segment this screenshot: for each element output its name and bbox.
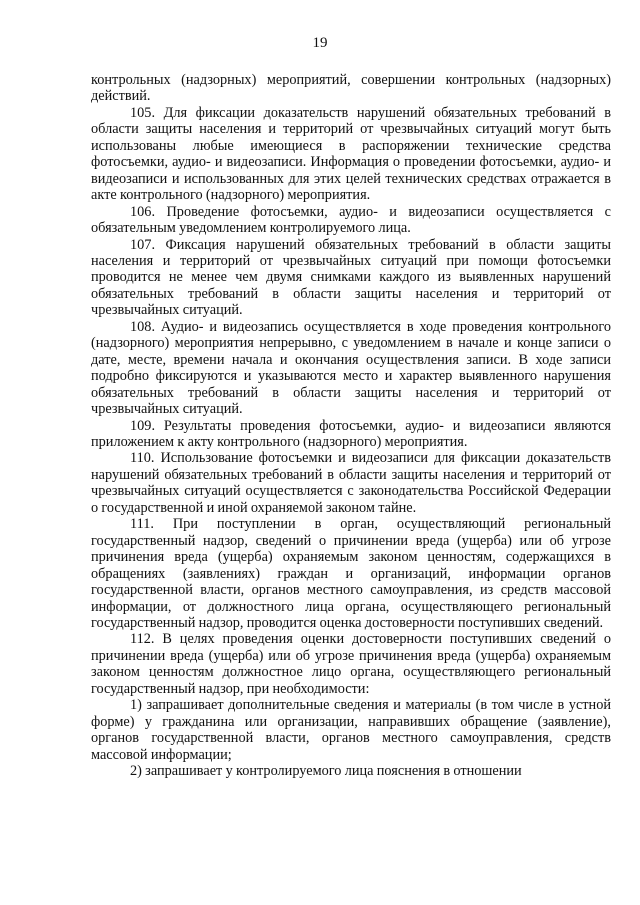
paragraph-105: 105. Для фиксации доказательств нарушений обязательных требований в области защиты населения и территорий от чрезвычайных ситуаций могут быть использованы любые имеющиеся в распоряжении технические средства фотосъемки, аудио- и видеозаписи. Информация о проведении фотосъемки, аудио- и видеозаписи и использованных для этих целей технических средствах отражается в акте контрольного (надзорного) мероприятия. [91, 104, 611, 204]
paragraph-107: 107. Фиксация нарушений обязательных требований в области защиты населения и территорий от чрезвычайных ситуаций при помощи фотосъемки проводится не менее чем двумя снимками каждого из выявленных нарушений обязательных требований в области защиты населения и территорий от чрезвычайных ситуаций. [91, 236, 611, 319]
paragraph-110: 110. Использование фотосъемки и видеозаписи для фиксации доказательств нарушений обязательных требований в области защиты населения и территорий от чрезвычайных ситуаций осуществляется с законодательства Российской Федерации о государственной и иной охраняемой законом тайне. [91, 450, 611, 516]
paragraph-111: 111. При поступлении в орган, осуществляющий региональный государственный надзор, сведений о причинении вреда (ущерба) или об угрозе причинения вреда (ущерба) охраняемым законом ценностям, содержащихся в обращениях (заявлениях) граждан и организаций, информации органов государственной власти, органов местного самоуправления, из средств массовой информации, от должностного лица органа, осуществляющего региональный государственный надзор, проводится оценка достоверности поступивших сведений. [91, 516, 611, 631]
paragraph-112: 112. В целях проведения оценки достоверности поступивших сведений о причинении вреда (ущерба) или об угрозе причинения вреда (ущерба) охраняемым законом ценностям должностное лицо органа, осуществляющего региональный государственный надзор, при необходимости: [91, 631, 611, 697]
paragraph-108: 108. Аудио- и видеозапись осуществляется в ходе проведения контрольного (надзорного) мероприятия непрерывно, с уведомлением в начале и конце записи о дате, месте, времени начала и окончания осуществления записи. В ходе записи подробно фиксируются и указываются место и характер выявленного нарушения обязательных требований в области защиты населения и территорий от чрезвычайных ситуаций. [91, 318, 611, 418]
paragraph-continuation: контрольных (надзорных) мероприятий, совершении контрольных (надзорных) действий. [91, 72, 611, 105]
list-item-2: 2) запрашивает у контролируемого лица пояснения в отношении [130, 763, 522, 780]
paragraph-109: 109. Результаты проведения фотосъемки, аудио- и видеозаписи являются приложением к акту контрольного (надзорного) мероприятия. [91, 417, 611, 450]
list-item-1: 1) запрашивает дополнительные сведения и материалы (в том числе в устной форме) у гражданина или организации, направивших обращение (заявление), органов государственной власти, органов местного самоуправления, средств массовой информации; [91, 697, 611, 763]
paragraph-106: 106. Проведение фотосъемки, аудио- и видеозаписи осуществляется с обязательным уведомлением контролируемого лица. [91, 203, 611, 237]
page-number: 19 [312, 35, 328, 51]
document-body [91, 72, 611, 779]
